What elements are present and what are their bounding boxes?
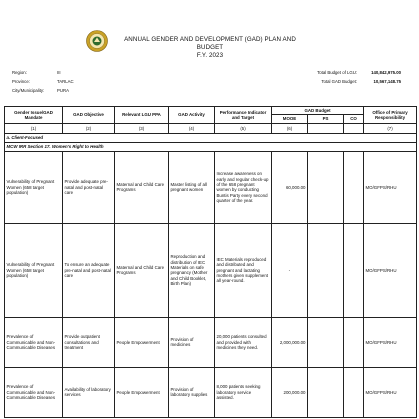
header-issue: Gender Issue/GAD Mandate — [5, 107, 63, 124]
cell-ps — [308, 151, 344, 223]
cell-ps — [308, 317, 344, 367]
cell-issue: Prevalence of Communicable and Non-Communicable Diseases — [5, 367, 63, 417]
column-number-row — [5, 123, 417, 133]
cell-ppa: People Empowerment — [115, 367, 169, 417]
section-row — [5, 133, 417, 142]
header-ppa: Relevant LGU PPA — [115, 107, 169, 124]
cell-ps — [308, 223, 344, 317]
total-gad-value: 10,567,148.75 — [373, 79, 401, 84]
header-mooe: MOOE — [272, 115, 308, 123]
col-num-ps — [308, 123, 344, 133]
header-indicator: Performance Indicator and Target — [215, 107, 272, 124]
header-ps: PS — [308, 115, 344, 123]
col-num-6: (6) — [272, 123, 308, 133]
province-value: TARLAC — [57, 79, 74, 84]
col-num-4: (4) — [169, 123, 215, 133]
cell-indicator: IEC Materials reproduced and distributed and pregnant and lactating mothers given supplement all year-round. — [215, 223, 272, 317]
cell-office: MO/GFPS/RHU — [364, 317, 417, 367]
cell-office: MO/GFPS/RHU — [364, 223, 417, 317]
cell-co — [344, 151, 364, 223]
cell-activity: Provision of laboratory supplies — [169, 367, 215, 417]
total-lgu-label: Total Budget of LGU: — [317, 70, 357, 75]
section-title: a. Client-Focused — [5, 133, 417, 142]
header-budget: GAD Budget — [272, 107, 364, 115]
total-gad-label: Total GAD Budget: — [321, 79, 357, 84]
cell-ps — [308, 367, 344, 417]
subsection-title: MCW IRR Section 17. Women's Right to Health — [5, 142, 417, 151]
cell-objective: Availability of laboratory services — [63, 367, 115, 417]
subsection-row — [5, 142, 417, 151]
cell-issue: Vulnerability of Pregnant Women (658 target population) — [5, 223, 63, 317]
col-num-co — [344, 123, 364, 133]
cell-indicator: 8,000 patients seeking laboratory service assisted. — [215, 367, 272, 417]
document-title — [120, 36, 300, 60]
col-num-1: (1) — [5, 123, 63, 133]
cell-issue: Prevalence of Communicable and Non-Communicable Diseases — [5, 317, 63, 367]
table-row — [5, 151, 417, 223]
province-label: Province: — [12, 79, 30, 84]
table-row — [5, 317, 417, 367]
cell-mooe: 200,000.00 — [272, 367, 308, 417]
cell-indicator: 20,000 patients consulted and provided with medicines they need. — [215, 317, 272, 367]
municipal-seal-icon — [86, 30, 108, 52]
region-value: III — [57, 70, 61, 75]
cell-mooe: - — [272, 223, 308, 317]
table-row — [5, 223, 417, 317]
cell-objective: To ensure an adequate pre-natal and post-natal care — [63, 223, 115, 317]
gad-plan-table — [4, 106, 417, 418]
city-label: City/Municipality: — [12, 88, 45, 93]
table-row — [5, 367, 417, 417]
header-office: Office of Primary Responsibility — [364, 107, 417, 124]
title-line-2: F.Y. 2023 — [196, 52, 224, 59]
cell-office: MO/GFPS/RHU — [364, 151, 417, 223]
total-lgu-value: 140,842,975.00 — [371, 70, 401, 75]
cell-objective: Provide adequate pre-natal and post-natal care — [63, 151, 115, 223]
cell-co — [344, 223, 364, 317]
header-co: CO — [344, 115, 364, 123]
header-activity: GAD Activity — [169, 107, 215, 124]
cell-activity: Reproduction and distribution of IEC Materials on safe pregnancy (Mother and Child Booklet, Birth Plan) — [169, 223, 215, 317]
cell-objective: Provide outpatient consultations and treatment — [63, 317, 115, 367]
cell-activity: Provision of medicines — [169, 317, 215, 367]
cell-mooe: 2,000,000.00 — [272, 317, 308, 367]
cell-ppa: Maternal and Child Care Programs — [115, 151, 169, 223]
col-num-2: (2) — [63, 123, 115, 133]
cell-indicator: Increase awareness on early and regular check-up of the 658 pregnant women by conducting Buntis Party every second quarter of the year. — [215, 151, 272, 223]
cell-co — [344, 367, 364, 417]
cell-issue: Vulnerability of Pregnant Women (658 target population) — [5, 151, 63, 223]
col-num-5: (5) — [215, 123, 272, 133]
title-line-1: ANNUAL GENDER AND DEVELOPMENT (GAD) PLAN AND BUDGET — [124, 36, 296, 51]
header-row-top — [5, 107, 417, 115]
cell-ppa: People Empowerment — [115, 317, 169, 367]
region-label: Region: — [12, 70, 27, 75]
col-num-7: (7) — [364, 123, 417, 133]
cell-ppa: Maternal and Child Care Programs — [115, 223, 169, 317]
col-num-3: (3) — [115, 123, 169, 133]
cell-activity: Master listing of all pregnant women — [169, 151, 215, 223]
cell-mooe: 60,000.00 — [272, 151, 308, 223]
header-objective: GAD Objective — [63, 107, 115, 124]
cell-office: MO/GFPS/RHU — [364, 367, 417, 417]
city-value: PURA — [57, 88, 69, 93]
cell-co — [344, 317, 364, 367]
